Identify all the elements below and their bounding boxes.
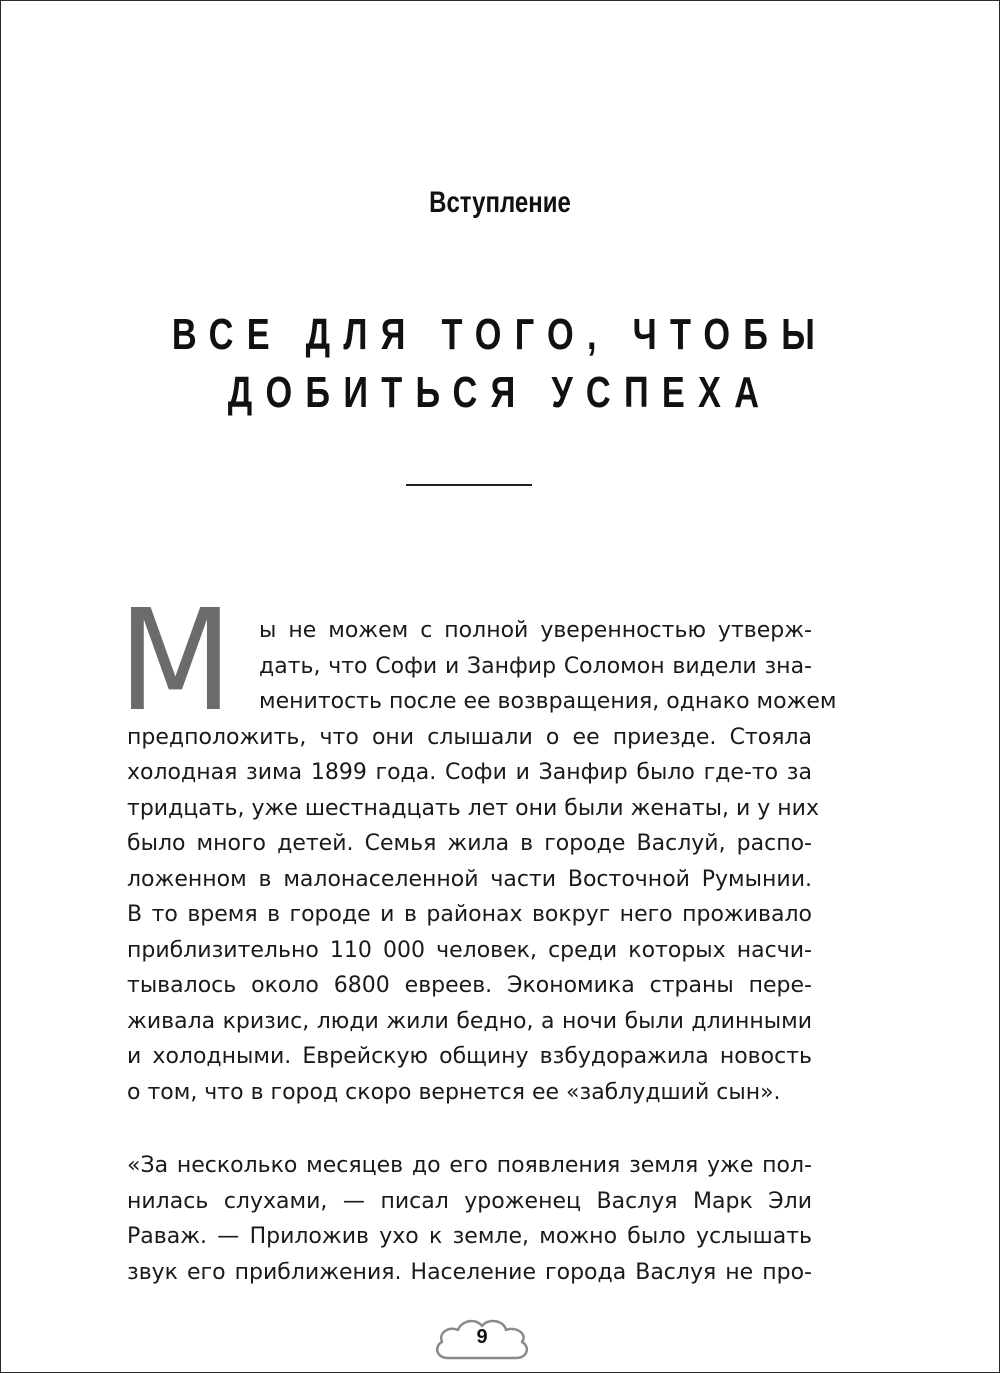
page-number: 9 — [476, 1326, 488, 1348]
paragraph-1-line: приблизительно 110 000 человек, среди которых насчи- — [127, 937, 812, 963]
paragraph-1-line: ложенном в малонаселенной части Восточной Румынии. — [127, 866, 812, 892]
paragraph-2-line: Раваж. — Приложив ухо к земле, можно было услышать — [127, 1224, 812, 1249]
chapter-title — [0, 306, 1000, 422]
paragraph-1-line: тридцать, уже шестнадцать лет они были женаты, и у них — [127, 795, 819, 821]
chapter-title-line-2: ДОБИТЬСЯ УСПЕХА — [227, 368, 773, 417]
drop-cap-letter: М — [118, 580, 233, 743]
section-label: Вступление — [429, 186, 571, 219]
paragraph-2-line: нилась слухами, — писал уроженец Васлуя Марк Эли — [127, 1188, 812, 1214]
paragraph-1-line: ы не можем с полной уверенностью утверж- — [259, 618, 812, 643]
paragraph-1-line: холодная зима 1899 года. Софи и Занфир было где-то за — [127, 760, 812, 785]
paragraph-2-line: звук его приближения. Население города Васлуя не про- — [127, 1259, 812, 1285]
paragraph-1-line: было много детей. Семья жила в городе Васлуй, распо- — [127, 831, 812, 856]
paragraph-1 — [127, 613, 837, 1110]
paragraph-1-line: о том, что в город скоро вернется ее «заблудший сын». — [127, 1079, 781, 1105]
paragraph-2-line: «За несколько месяцев до его появления земля уже пол- — [127, 1153, 812, 1178]
paragraph-2 — [127, 1148, 812, 1290]
paragraph-1-line: менитость после ее возвращения, однако можем — [259, 689, 837, 714]
paragraph-1-line: и холодными. Еврейскую общину взбудоражила новость — [127, 1044, 812, 1069]
paragraph-1-line: предположить, что они слышали о ее приезде. Стояла — [127, 724, 812, 750]
paragraph-1-line: живала кризис, люди жили бедно, а ночи были длинными — [127, 1008, 812, 1034]
paragraph-1-line: тывалось около 6800 евреев. Экономика страны пере- — [127, 973, 812, 998]
paragraph-1-line: В то время в городе и в районах вокруг него проживало — [127, 902, 812, 927]
title-divider — [406, 484, 532, 486]
paragraph-1-line: дать, что Софи и Занфир Соломон видели зна- — [259, 653, 812, 679]
chapter-title-line-1: ВСЕ ДЛЯ ТОГО, ЧТОБЫ — [171, 310, 829, 359]
page-number-badge — [430, 1314, 534, 1366]
